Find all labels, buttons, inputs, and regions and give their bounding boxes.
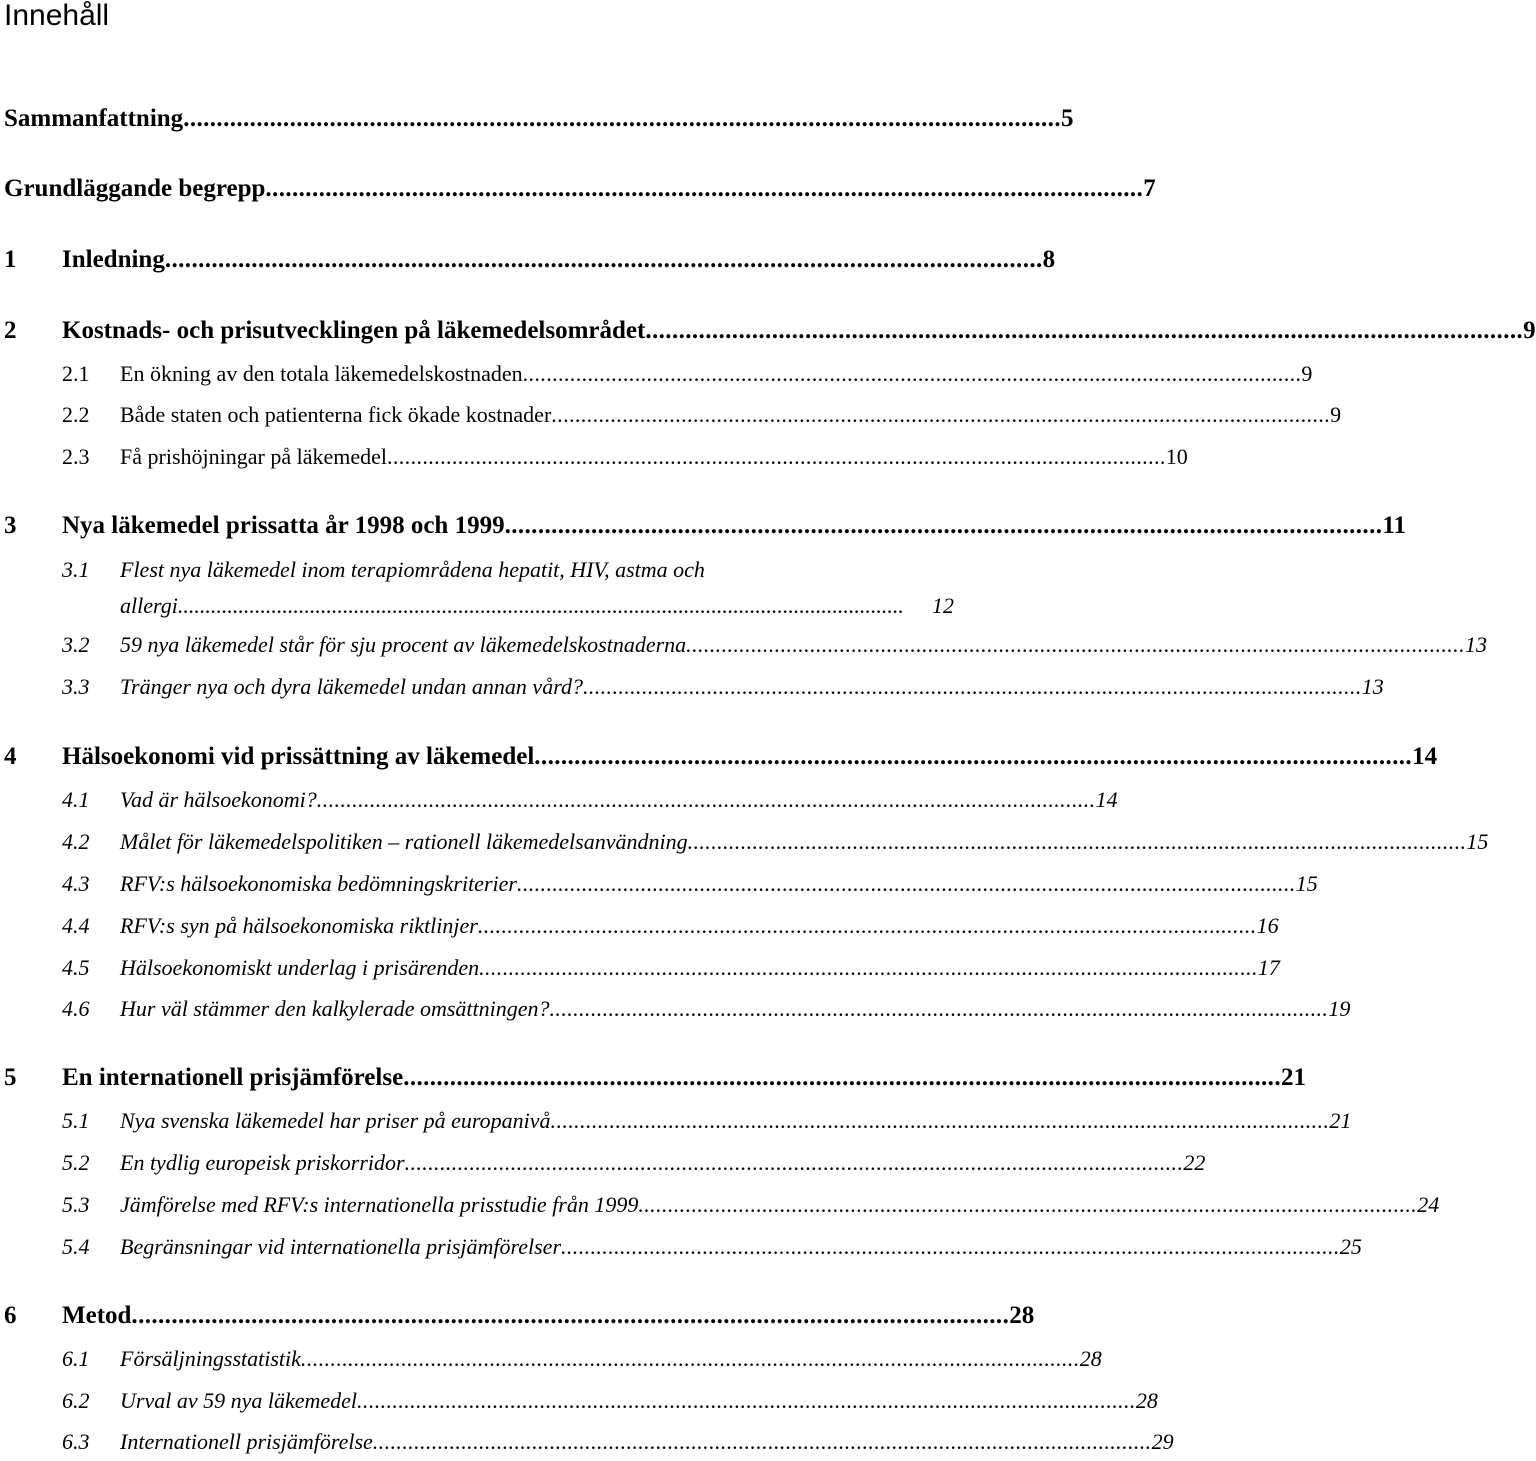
- toc-entry-number: 3.1: [62, 557, 90, 582]
- toc-leader: ....................................................................................................................................: [183, 105, 1061, 132]
- toc-entry-text: Urval av 59 nya läkemedel: [120, 1388, 358, 1413]
- toc-entry-number: 5.2: [62, 1150, 90, 1175]
- toc-entry[interactable]: [4, 315, 1536, 345]
- toc-page-number: 14: [1095, 787, 1118, 812]
- toc-entry[interactable]: [4, 992, 1351, 1022]
- toc-leader: ....................................................................................................................................: [479, 955, 1258, 980]
- toc-leader: ....................................................................................................................................: [300, 1346, 1080, 1371]
- toc-entry-text: Flest nya läkemedel inom terapiområdena hepatit, HIV, astma och: [120, 557, 705, 582]
- toc-page-number: 17: [1257, 955, 1280, 980]
- toc-entry[interactable]: [4, 1342, 1102, 1372]
- toc-leader: ....................................................................................................................................: [550, 1108, 1330, 1133]
- toc-page-number: 12: [932, 593, 954, 618]
- toc-entry-number: 4.2: [62, 829, 90, 854]
- toc-page-number: 13: [1464, 632, 1487, 657]
- toc-entry-text: Hur väl stämmer den kalkylerade omsättningen?: [120, 996, 550, 1021]
- toc-entry-text: Internationell prisjämförelse: [120, 1429, 373, 1454]
- toc-entry-text: Nya svenska läkemedel har priser på europanivå: [120, 1108, 551, 1133]
- toc-entry-number: 4: [4, 743, 17, 770]
- toc-page-number: 28: [1079, 1346, 1102, 1371]
- toc-leader: ....................................................................................................................................: [686, 632, 1465, 657]
- toc-entry-number: 5.4: [62, 1234, 90, 1259]
- toc-entry-text: En tydlig europeisk priskorridor: [120, 1150, 405, 1175]
- toc-entry-number: 5.3: [62, 1192, 90, 1217]
- toc-entry-text: Hälsoekonomi vid prissättning av läkemedel: [62, 743, 535, 770]
- toc-leader: ....................................................................................................................................: [645, 317, 1524, 344]
- toc-page-number: 9: [1523, 317, 1536, 344]
- toc-entry-number: 4.5: [62, 955, 90, 980]
- toc-entry[interactable]: [4, 1425, 1174, 1455]
- toc-entry-number: 2.3: [62, 444, 90, 469]
- toc-entry[interactable]: [4, 103, 1074, 133]
- toc-entry[interactable]: [4, 1104, 1352, 1134]
- toc-page-number: 8: [1042, 246, 1056, 273]
- toc-entry[interactable]: [4, 1188, 1440, 1218]
- toc-entry-text: Tränger nya och dyra läkemedel undan annan vård?: [120, 674, 583, 699]
- toc-entry-number: 2.2: [62, 402, 90, 427]
- toc-page-number: 19: [1328, 996, 1351, 1021]
- toc-entry-text: Vad är hälsoekonomi?: [120, 787, 317, 812]
- toc-leader: ....................................................................................................................................: [561, 1234, 1340, 1259]
- toc-entry[interactable]: [4, 909, 1279, 939]
- toc-entry[interactable]: [4, 670, 1384, 700]
- toc-entry[interactable]: [4, 867, 1318, 897]
- toc-leader: ....................................................................................................................................: [504, 512, 1383, 539]
- toc-page-number: 25: [1339, 1234, 1362, 1259]
- toc-page-number: 29: [1151, 1429, 1174, 1454]
- toc-entry-number: 6: [4, 1302, 17, 1329]
- toc-leader: ....................................................................................................................................: [372, 1429, 1152, 1454]
- toc-entry-text: En ökning av den totala läkemedelskostnaden: [120, 361, 523, 386]
- toc-leader: ....................................................................................................................................: [177, 593, 904, 618]
- toc-entry-number: 4.1: [62, 787, 90, 812]
- toc-entry-text: Få prishöjningar på läkemedel: [120, 444, 387, 469]
- toc-page-number: 15: [1295, 871, 1318, 896]
- toc-leader: ....................................................................................................................................: [534, 743, 1413, 770]
- toc-entry[interactable]: [4, 1062, 1306, 1092]
- toc-leader: ....................................................................................................................................: [404, 1150, 1184, 1175]
- toc-page-number: 16: [1256, 913, 1279, 938]
- toc-entry[interactable]: [4, 1230, 1362, 1260]
- toc-entry-number: 1: [4, 246, 17, 273]
- toc-page-number: 28: [1135, 1388, 1158, 1413]
- toc-entry-text: Hälsoekonomiskt underlag i prisärenden: [120, 955, 480, 980]
- toc-entry-text: Sammanfattning: [4, 105, 184, 132]
- toc-leader: ....................................................................................................................................: [516, 871, 1296, 896]
- toc-entry-number: 5.1: [62, 1108, 90, 1133]
- toc-leader: ....................................................................................................................................: [265, 175, 1144, 202]
- toc-page-number: 21: [1329, 1108, 1352, 1133]
- toc-leader: ....................................................................................................................................: [403, 1064, 1281, 1091]
- toc-entry[interactable]: [4, 173, 1156, 203]
- toc-leader: ....................................................................................................................................: [386, 444, 1166, 469]
- toc-entry-text: Jämförelse med RFV:s internationella prisstudie från 1999: [120, 1192, 639, 1217]
- toc-entry-text-continued: allergi: [120, 593, 178, 618]
- toc-leader: ....................................................................................................................................: [316, 787, 1096, 812]
- toc-entry[interactable]: [4, 783, 1118, 813]
- toc-leader: ....................................................................................................................................: [549, 996, 1329, 1021]
- toc-leader: ....................................................................................................................................: [522, 361, 1302, 386]
- toc-entry-number: 6.3: [62, 1429, 90, 1454]
- toc-entry-number: 2.1: [62, 361, 90, 386]
- toc-page-number: 24: [1417, 1192, 1440, 1217]
- toc-page-number: 21: [1281, 1064, 1306, 1091]
- toc-entry-continuation[interactable]: [120, 589, 954, 619]
- toc-entry-text: 59 nya läkemedel står för sju procent av läkemedelskostnaderna: [120, 632, 687, 657]
- toc-entry-text: Försäljningsstatistik: [120, 1346, 301, 1371]
- toc-entry-text: Målet för läkemedelspolitiken – rationell läkemedelsanvändning: [120, 829, 688, 854]
- toc-entry[interactable]: [4, 553, 954, 583]
- toc-entry[interactable]: [4, 1146, 1206, 1176]
- toc-entry-text: RFV:s syn på hälsoekonomiska riktlinjer: [120, 913, 478, 938]
- toc-entry-text: Nya läkemedel prissatta år 1998 och 1999: [62, 512, 505, 539]
- toc-entry-number: 4.4: [62, 913, 90, 938]
- toc-page-number: 28: [1009, 1302, 1035, 1329]
- toc-leader: ....................................................................................................................................: [357, 1388, 1136, 1413]
- toc-entry-number: 6.2: [62, 1388, 90, 1413]
- toc-entry-text: Begränsningar vid internationella prisjämförelser: [120, 1234, 561, 1259]
- toc-entry-number: 3.3: [62, 674, 90, 699]
- page-title: Innehåll: [4, 0, 110, 32]
- toc-entry-number: 6.1: [62, 1346, 90, 1371]
- toc-leader: ....................................................................................................................................: [687, 829, 1467, 854]
- toc-entry-text: Kostnads- och prisutvecklingen på läkemedelsområdet: [62, 317, 646, 344]
- toc-leader: ....................................................................................................................................: [164, 246, 1043, 273]
- toc-entry[interactable]: [4, 357, 1313, 387]
- toc-page-number: 11: [1382, 512, 1407, 539]
- toc-leader: ....................................................................................................................................: [477, 913, 1257, 938]
- toc-entry[interactable]: [4, 825, 1489, 855]
- toc-leader: ....................................................................................................................................: [582, 674, 1362, 699]
- toc-leader: ....................................................................................................................................: [638, 1192, 1418, 1217]
- toc-page-number: 13: [1361, 674, 1384, 699]
- toc-page-number: 5: [1061, 105, 1074, 132]
- toc-entry[interactable]: [4, 398, 1342, 428]
- toc-page-number: 9: [1330, 402, 1342, 427]
- toc-entry-text: Inledning: [62, 246, 165, 273]
- toc-page-number: 14: [1412, 743, 1438, 770]
- toc-page-number: 15: [1466, 829, 1489, 854]
- toc-leader: ....................................................................................................................................: [131, 1302, 1010, 1329]
- toc-page-number: 10: [1165, 444, 1188, 469]
- toc-page-number: 9: [1301, 361, 1313, 386]
- toc-entry[interactable]: [4, 440, 1188, 470]
- toc-entry-number: 3.2: [62, 632, 90, 657]
- toc-entry-number: 5: [4, 1064, 17, 1091]
- toc-entry-text: RFV:s hälsoekonomiska bedömningskriterier: [120, 871, 517, 896]
- toc-entry[interactable]: [4, 741, 1438, 771]
- toc-entry[interactable]: [4, 951, 1280, 981]
- toc-entry[interactable]: [4, 244, 1056, 274]
- toc-entry[interactable]: [4, 510, 1407, 540]
- toc-entry[interactable]: [4, 628, 1487, 658]
- toc-entry-text: Metod: [62, 1302, 132, 1329]
- toc-entry-number: 2: [4, 317, 17, 344]
- toc-entry-text: Grundläggande begrepp: [4, 175, 266, 202]
- toc-entry-text: Både staten och patienterna fick ökade kostnader: [120, 402, 552, 427]
- toc-entry[interactable]: [4, 1384, 1158, 1414]
- toc-entry-text: En internationell prisjämförelse: [62, 1064, 404, 1091]
- toc-leader: ....................................................................................................................................: [551, 402, 1331, 427]
- toc-page-number: 7: [1143, 175, 1156, 202]
- toc-entry-number: 4.3: [62, 871, 90, 896]
- toc-page-number: 22: [1183, 1150, 1206, 1175]
- toc-entry-number: 3: [4, 512, 17, 539]
- toc-entry-number: 4.6: [62, 996, 90, 1021]
- toc-entry[interactable]: [4, 1300, 1035, 1330]
